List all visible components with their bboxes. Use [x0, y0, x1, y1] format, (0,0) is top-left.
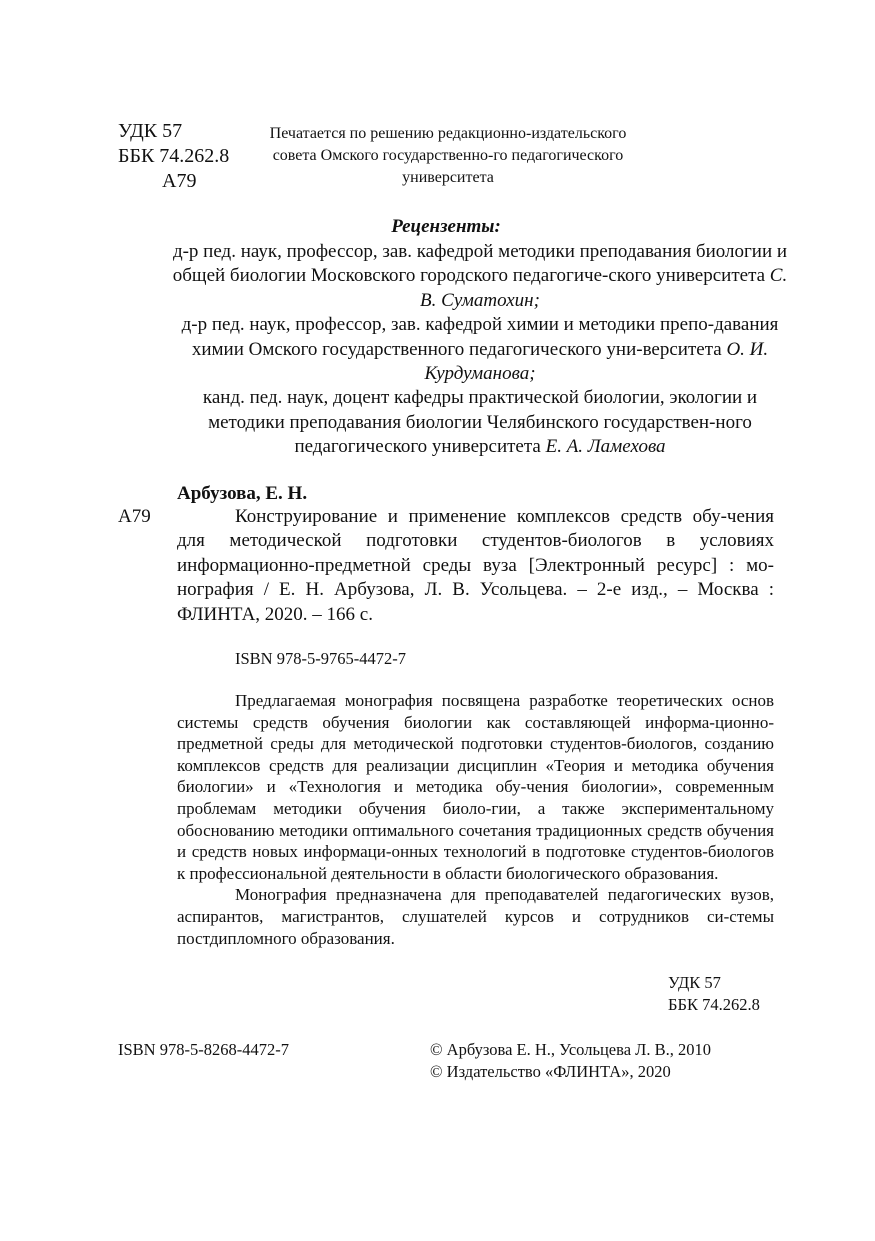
copyright-publisher: © Издательство «ФЛИНТА», 2020 [430, 1062, 671, 1081]
bbk-code-bottom: ББК 74.262.8 [668, 995, 760, 1014]
bib-record: Конструирование и применение комплексов средств обу-чения для методической подготовки студентов-биологов в условиях информационно-предметной среды вуза [Электронный ресурс] : мо-нография / Е. Н. Арбузова, Л. В. Усольцева. – 2-е изд., – Москва : ФЛИНТА, 2020. – 166 с. [177, 506, 774, 625]
annotation-paragraph: Предлагаемая монография посвящена разработке теоретических основ системы средств обучения биологии как составляющей информа-ционно-предметной среды для методической подготовки студентов-биологов, созданию комплексов средств для реализации дисциплин «Теория и методика обучения биологии» и «Технология и методика обу-чения биологии», современным проблемам методики обучения биоло-гии, а также экспериментальному обоснованию методики оптимального сочетания традиционных средств обучения и средств новых информаци-онных технологий в подготовке студентов-биологов к профессиональной деятельности в области биологического образования. [177, 691, 774, 883]
bib-author: Арбузова, Е. Н. [177, 483, 308, 504]
copyright-authors: © Арбузова Е. Н., Усольцева Л. В., 2010 [430, 1040, 711, 1059]
reviewer-item: д-р пед. наук, профессор, зав. кафедрой методики преподавания биологии и общей биологии Московского городского педагогиче-ского университета С. В. Суматохин; [172, 241, 788, 311]
bib-author-sign: А79 [118, 506, 151, 527]
classification-codes-bottom [668, 972, 760, 1016]
author-sign: А79 [162, 170, 197, 192]
reviewer-name: О. И. Курдуманова; [424, 338, 769, 385]
udk-code: УДК 57 [118, 120, 183, 142]
classification-codes [118, 119, 229, 194]
udk-code-bottom: УДК 57 [668, 973, 721, 992]
isbn-print: ISBN 978-5-8268-4472-7 [118, 1040, 289, 1059]
annotation [177, 690, 774, 949]
reviewers-title: Рецензенты: [391, 216, 501, 237]
reviewer-name: Е. А. Ламехова [545, 436, 666, 458]
annotation-paragraph: Монография предназначена для преподавателей педагогических вузов, аспирантов, магистрантов, слушателей курсов и сотрудников си-стемы постдипломного образования. [177, 885, 774, 948]
reviewer-name: С. В. Суматохин; [420, 265, 788, 311]
reviewer-item: д-р пед. наук, профессор, зав. кафедрой химии и методики препо-давания химии Омского государственного педагогического уни-верситета О. И. Курдуманова; [181, 314, 779, 385]
print-note: Печатается по решению редакционно-издательского совета Омского государственно-го педагогического университета [269, 125, 627, 186]
isbn-electronic: ISBN 978-5-9765-4472-7 [235, 649, 406, 668]
copyright-block [430, 1039, 711, 1083]
reviewer-item: канд. пед. наук, доцент кафедры практической биологии, экологии и методики преподавания биологии Челябинского государствен-ного педагогического университета Е. А. Ламехова [202, 387, 758, 458]
reviewers-list [164, 240, 796, 460]
bbk-code: ББК 74.262.8 [118, 145, 230, 167]
